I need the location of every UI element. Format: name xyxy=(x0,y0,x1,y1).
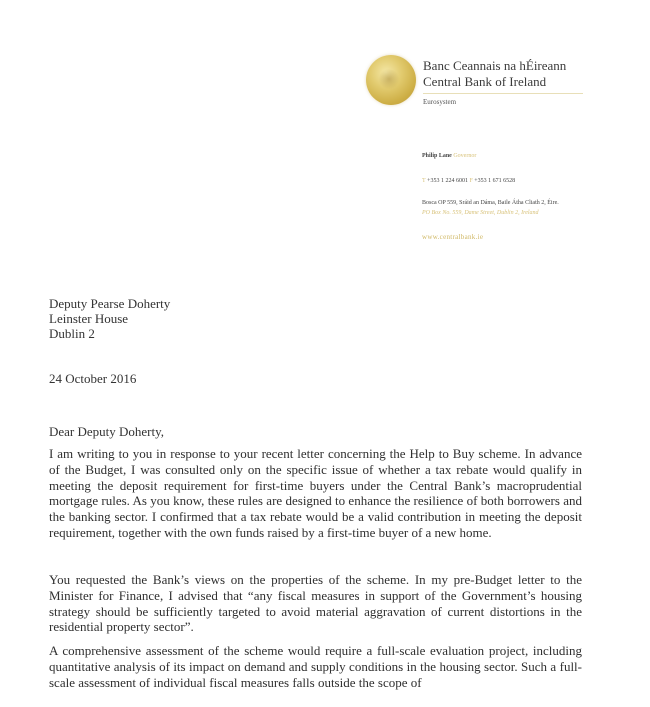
address-irish: Bosca OP 559, Sráid an Dáma, Baile Átha Cliath 2, Éire. xyxy=(422,200,559,206)
sender-name: Philip Lane xyxy=(422,153,452,159)
eurosystem-label: Eurosystem xyxy=(423,98,457,106)
paragraph-2: You requested the Bank’s views on the properties of the scheme. In my pre-Budget letter to the Minister for Finance, I advised that “any fiscal measures in support of the Government’s housing strategy should be sufficiently targeted to avoid material aggravation of current distortions in the residential property sector”. xyxy=(49,572,582,635)
fax-number: +353 1 671 6528 xyxy=(474,178,516,184)
recipient-address xyxy=(49,296,170,341)
recipient-name: Deputy Pearse Doherty xyxy=(49,296,171,311)
sender-line xyxy=(422,152,476,160)
recipient-building: Leinster House xyxy=(49,311,129,326)
bank-names xyxy=(423,58,566,90)
phone-number: +353 1 224 6001 xyxy=(427,178,468,184)
sender-title: Governor xyxy=(453,153,477,159)
fax-label: F xyxy=(469,178,473,184)
bank-name-irish: Banc Ceannais na hÉireann xyxy=(423,58,567,73)
sender-contact-block xyxy=(422,152,559,241)
paragraph-3: A comprehensive assessment of the scheme would require a full-scale evaluation project, including quantitative analysis of its impact on demand and supply conditions in the housing sector. Such a full-scale assessment of individual fiscal measures falls outside the scope of xyxy=(49,643,582,690)
central-bank-seal-icon xyxy=(366,55,416,105)
paragraph-1: I am writing to you in response to your recent letter concerning the Help to Buy scheme. In advance of the Budget, I was consulted only on the specific issue of whether a tax rebate would qualify in meeting the deposit requirement for first-time buyers under the Central Bank’s macroprudential mortgage rules. As you know, these rules are designed to enhance the resilience of both borrowers and the banking sector. I confirmed that a tax rebate would be a valid contribution in meeting the deposit requirement, together with the own funds raised by a first-time buyer of a new home. xyxy=(49,446,582,540)
address-english: PO Box No. 559, Dame Street, Dublin 2, Ireland xyxy=(422,210,539,216)
website-link[interactable]: www.centralbank.ie xyxy=(422,233,484,241)
bank-name-english: Central Bank of Ireland xyxy=(423,74,547,89)
letter-date: 24 October 2016 xyxy=(49,371,137,386)
letterhead-divider xyxy=(423,93,583,94)
phone-label: T xyxy=(422,178,426,184)
phone-line xyxy=(422,177,515,185)
salutation: Dear Deputy Doherty, xyxy=(49,424,165,439)
recipient-city: Dublin 2 xyxy=(49,326,95,341)
